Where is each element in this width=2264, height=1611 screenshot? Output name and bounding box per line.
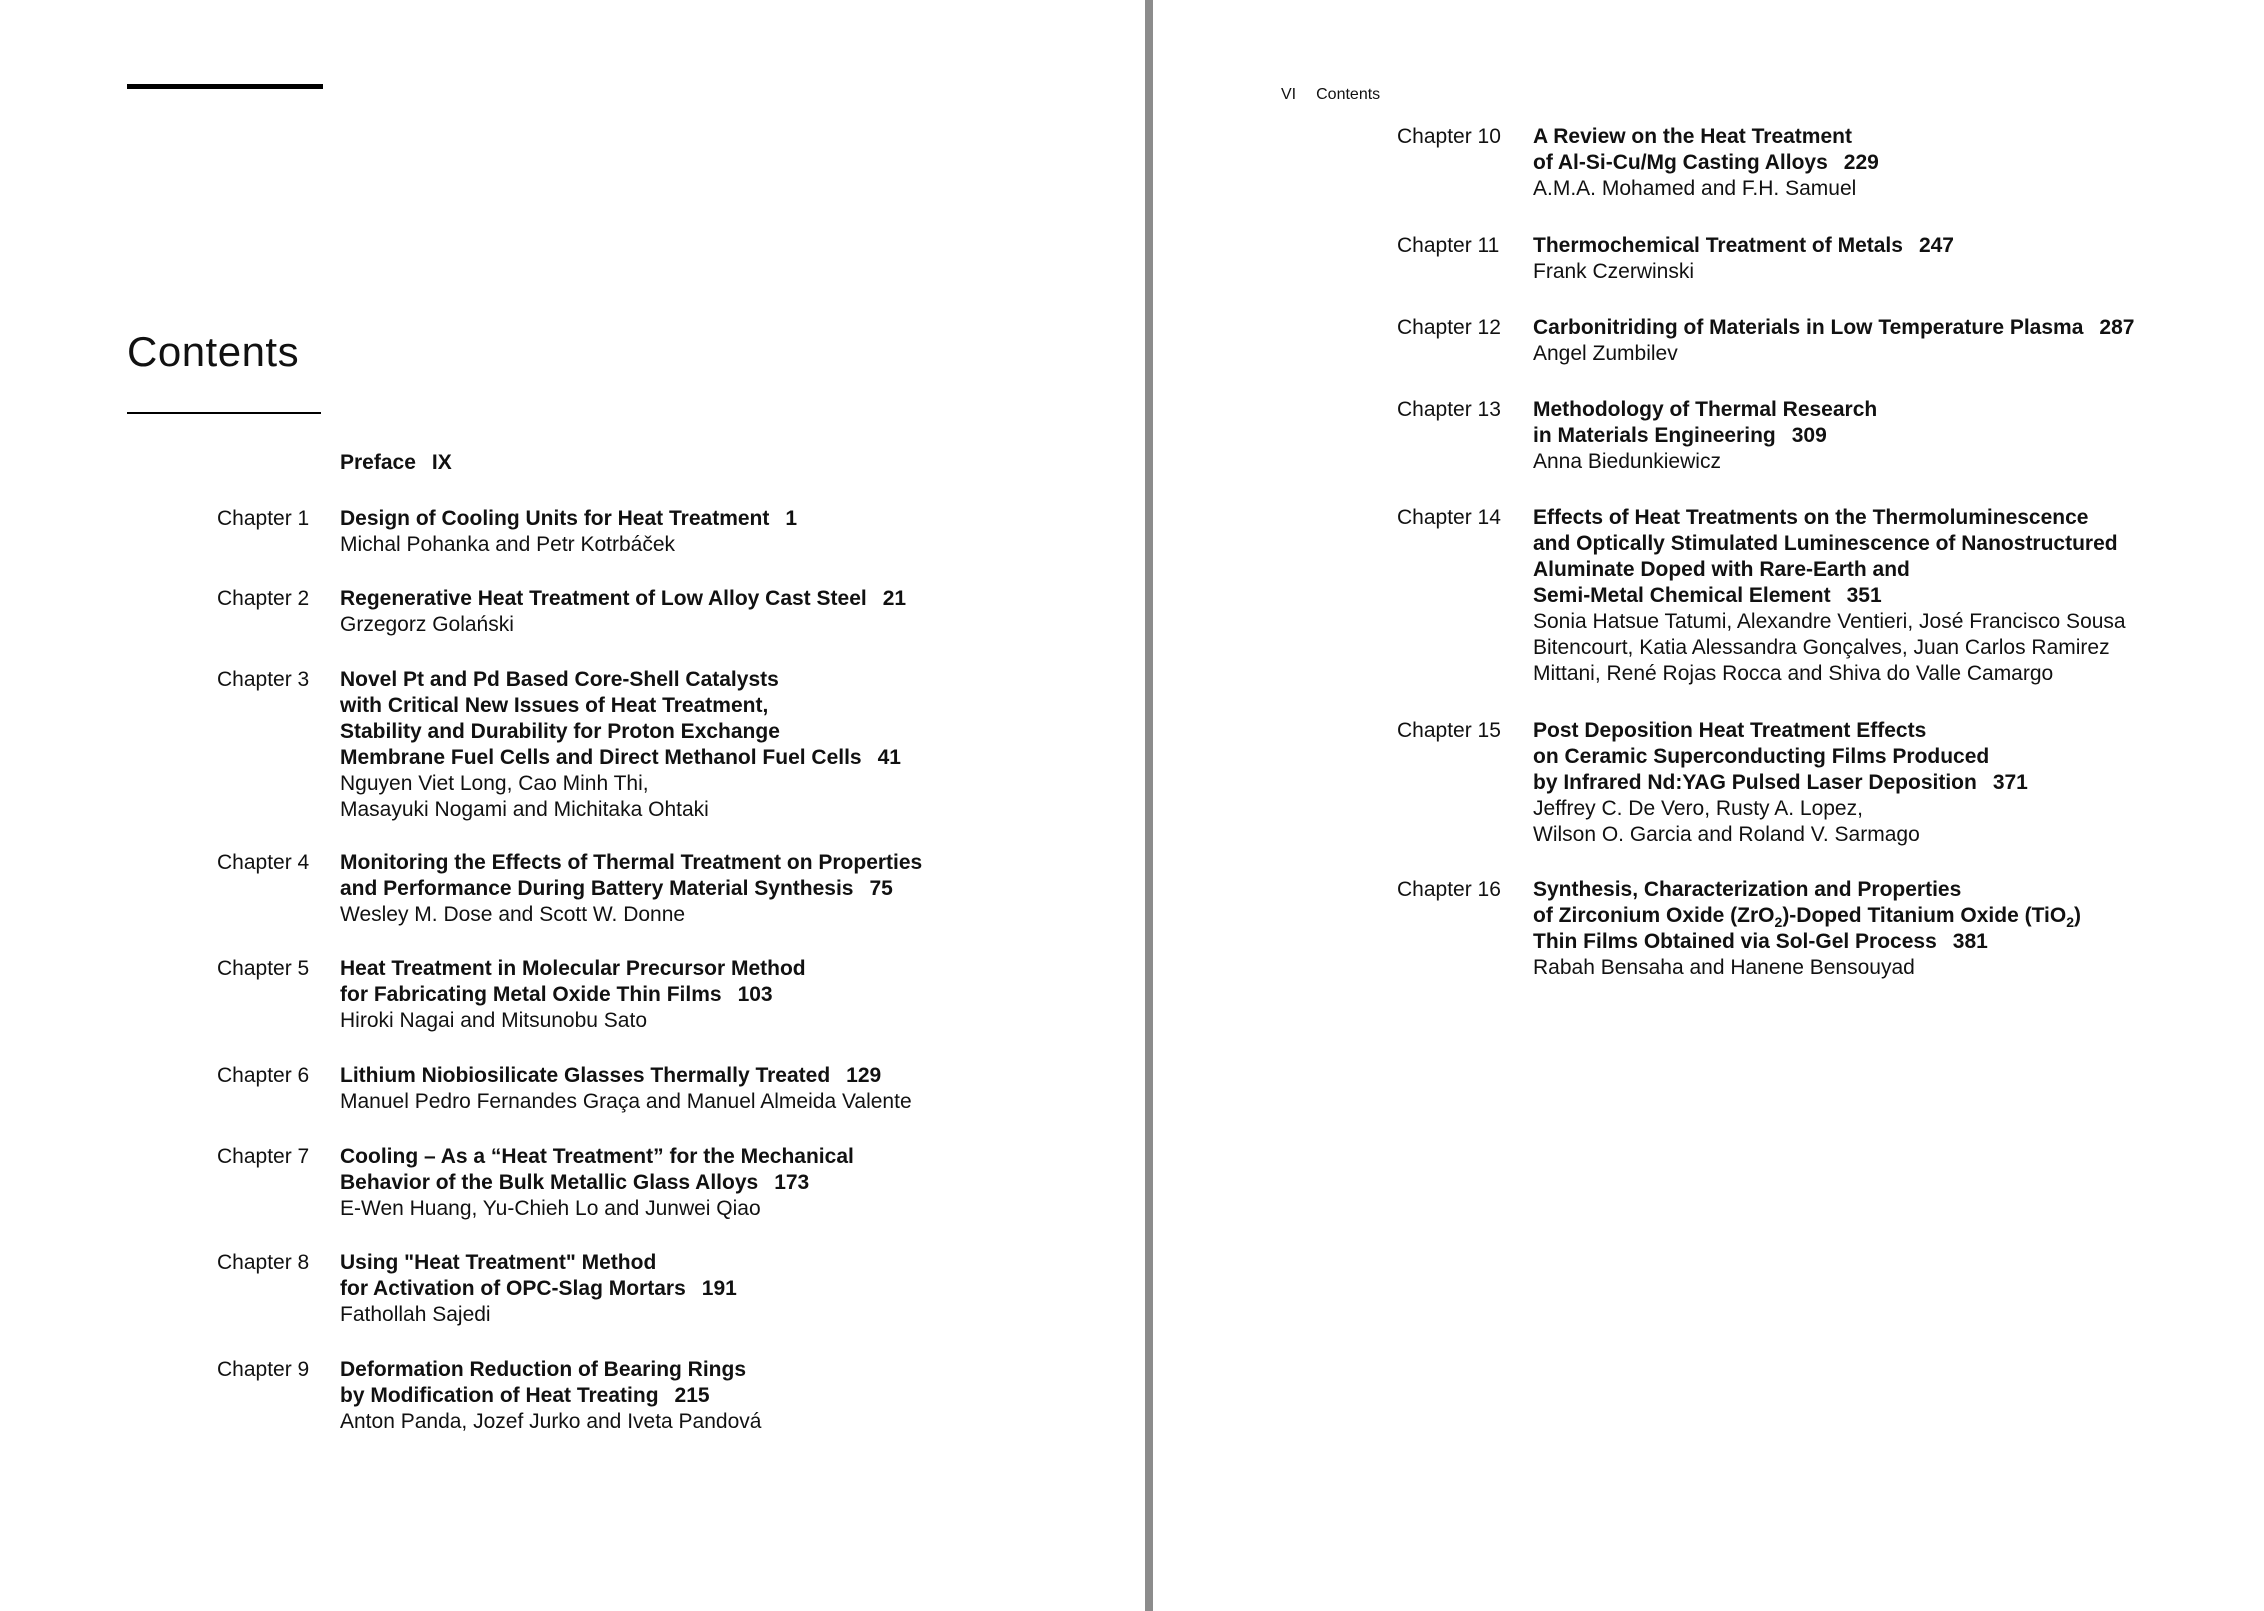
chapter-page: 173 [774,1171,810,1194]
top-rule [127,84,323,89]
chapter-page: 287 [2099,316,2135,339]
chapter-page: 229 [1843,151,1879,174]
chapter-page: 75 [869,877,893,900]
chapter-authors: Fathollah Sajedi [340,1303,491,1326]
chapter-authors: Hiroki Nagai and Mitsunobu Sato [340,1009,648,1032]
chapter-authors: Manuel Pedro Fernandes Graça and Manuel Almeida Valente [340,1090,912,1113]
chapter-authors: Grzegorz Golański [340,613,514,636]
chapter-title-line: Semi-Metal Chemical Element [1533,584,1831,607]
preface-page: IX [431,451,452,474]
chapter-title-line: and Performance During Battery Material Synthesis [340,877,854,900]
chapter-page: 351 [1846,584,1882,607]
chapter-page: 309 [1791,424,1827,447]
chapter-authors: Wesley M. Dose and Scott W. Donne [340,903,686,926]
chapter-label: Chapter 10 [1397,125,1501,148]
chapter-title-line: Effects of Heat Treatments on the Thermoluminescence [1533,506,2089,529]
chapter-title-line: Synthesis, Characterization and Properties [1533,878,1962,901]
chapter-page: 191 [701,1277,737,1300]
chapter-title-line: Monitoring the Effects of Thermal Treatment on Properties [340,851,923,874]
chapter-title-line: by Infrared Nd:YAG Pulsed Laser Deposition [1533,771,1977,794]
header-section: Contents [1316,86,1381,103]
chapter-title-line: Deformation Reduction of Bearing Rings [340,1358,747,1381]
chapter-title-line: Post Deposition Heat Treatment Effects [1533,719,1927,742]
chapter-page: 1 [785,507,798,530]
chapter-authors-line: Mittani, René Rojas Rocca and Shiva do Valle Camargo [1533,662,2054,685]
chapter-title-line: A Review on the Heat Treatment [1533,125,1852,148]
chapter-authors: Frank Czerwinski [1533,260,1695,283]
chapter-authors: Rabah Bensaha and Hanene Bensouyad [1533,956,1915,979]
chapter-title-line: Methodology of Thermal Research [1533,398,1878,421]
chapter-title: Lithium Niobiosilicate Glasses Thermally Treated [340,1064,831,1087]
chapter-authors-line: Sonia Hatsue Tatumi, Alexandre Ventieri, José Francisco Sousa [1533,610,2126,633]
chapter-authors-line: Wilson O. Garcia and Roland V. Sarmago [1533,823,1920,846]
chapter-label: Chapter 5 [217,957,310,980]
chapter-page: 41 [877,746,901,769]
chapter-label: Chapter 2 [217,587,310,610]
chapter-authors-line: Bitencourt, Katia Alessandra Gonçalves, Juan Carlos Ramirez [1533,636,2110,659]
chapter-label: Chapter 9 [217,1358,310,1381]
chapter-page: 381 [1952,930,1988,953]
right-page [1153,0,2264,1611]
preface-title: Preface [340,451,416,474]
chapter-title-line: and Optically Stimulated Luminescence of Nanostructured [1533,532,2118,555]
chapter-authors: A.M.A. Mohamed and F.H. Samuel [1533,177,1857,200]
page-title: Contents [127,328,300,375]
chapter-page: 215 [674,1384,710,1407]
chapter-title-line: Membrane Fuel Cells and Direct Methanol Fuel Cells [340,746,862,769]
chapter-label: Chapter 15 [1397,719,1501,742]
chapter-title-line: of Al-Si-Cu/Mg Casting Alloys [1533,151,1828,174]
chapter-page: 129 [846,1064,882,1087]
chapter-title-line: Stability and Durability for Proton Exchange [340,720,780,743]
chapter-authors: Anton Panda, Jozef Jurko and Iveta Pandová [340,1410,762,1433]
chapter-title-line: of Zirconium Oxide (ZrO$_2$)-Doped Titanium Oxide (TiO$_2$) [1533,904,2082,931]
title-rule [127,412,321,414]
chapter-label: Chapter 8 [217,1251,310,1274]
chapter-label: Chapter 4 [217,851,310,874]
chapter-title: Thermochemical Treatment of Metals [1533,234,1903,257]
chapter-page: 103 [737,983,773,1006]
chapter-title-line: by Modification of Heat Treating [340,1384,659,1407]
chapter-label: Chapter 16 [1397,878,1501,901]
chapter-title-line: Behavior of the Bulk Metallic Glass Alloys [340,1171,759,1194]
chapter-authors-line: Jeffrey C. De Vero, Rusty A. Lopez, [1533,797,1863,820]
chapter-label: Chapter 1 [217,507,310,530]
chapter-label: Chapter 3 [217,668,310,691]
chapter-label: Chapter 14 [1397,506,1501,529]
chapter-label: Chapter 12 [1397,316,1501,339]
chapter-authors-line: Masayuki Nogami and Michitaka Ohtaki [340,798,709,821]
chapter-title: Design of Cooling Units for Heat Treatment [340,507,770,530]
page-gutter [1145,0,1153,1611]
chapter-title-line: Thin Films Obtained via Sol-Gel Process [1533,930,1937,953]
chapter-title-line: with Critical New Issues of Heat Treatment, [340,694,769,717]
chapter-authors: Anna Biedunkiewicz [1533,450,1721,473]
chapter-title-line: Novel Pt and Pd Based Core-Shell Catalysts [340,668,779,691]
chapter-title: Regenerative Heat Treatment of Low Alloy Cast Steel [340,587,867,610]
chapter-title-line: for Fabricating Metal Oxide Thin Films [340,983,722,1006]
chapter-title-line: Heat Treatment in Molecular Precursor Method [340,957,806,980]
chapter-authors: Michal Pohanka and Petr Kotrbáček [340,533,676,556]
chapter-authors-line: Nguyen Viet Long, Cao Minh Thi, [340,772,649,795]
chapter-page: 247 [1918,234,1954,257]
running-header [1281,86,1400,104]
chapter-title-line: in Materials Engineering [1533,424,1776,447]
chapter-page: 21 [882,587,907,610]
chapter-authors: Angel Zumbilev [1533,342,1678,365]
chapter-label: Chapter 6 [217,1064,310,1087]
chapter-title-line: Using "Heat Treatment" Method [340,1251,657,1274]
header-page-numeral: VI [1281,86,1297,103]
chapter-title-line: on Ceramic Superconducting Films Produced [1533,745,1990,768]
chapter-title-line: for Activation of OPC-Slag Mortars [340,1277,686,1300]
chapter-label: Chapter 13 [1397,398,1501,421]
chapter-title-line: Cooling – As a “Heat Treatment” for the Mechanical [340,1145,854,1168]
chapter-page: 371 [1992,771,2028,794]
chapter-title-line: Aluminate Doped with Rare-Earth and [1533,558,1910,581]
chapter-label: Chapter 11 [1397,234,1500,257]
chapter-label: Chapter 7 [217,1145,310,1168]
chapter-authors: E-Wen Huang, Yu-Chieh Lo and Junwei Qiao [340,1197,761,1220]
chapter-title: Carbonitriding of Materials in Low Temperature Plasma [1533,316,2084,339]
